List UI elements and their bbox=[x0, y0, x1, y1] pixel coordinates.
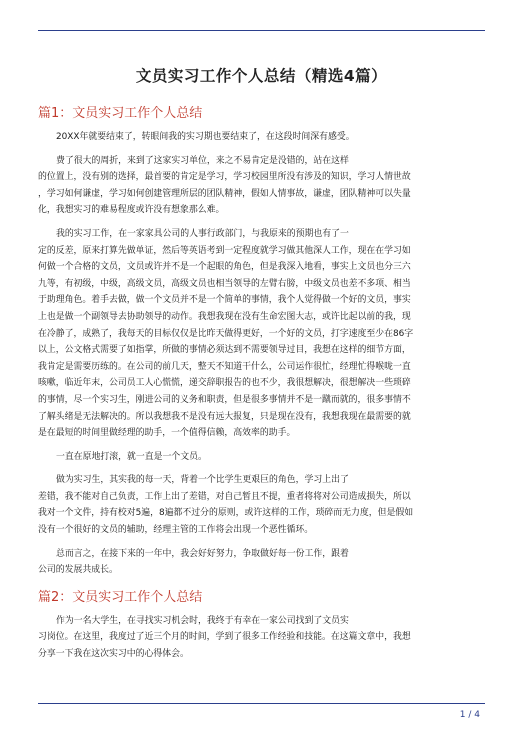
paragraph-line: ，学习如何谦虚，学习如何创建管理所层的团队精神，假如人情事故，谦虚，团队精神可以失量 bbox=[38, 188, 411, 199]
paragraph-line: 何做一个合格的文员，文员或许并不是一个起眼的角色，但是我深入地看，事实上文员也分三六 bbox=[38, 262, 411, 273]
paragraph-line: 20XX年就要结束了，转眼间我的实习期也要结束了，在这段时间深有感受。 bbox=[56, 132, 355, 142]
paragraph-line: 上也是做一个副领导去协助领导的动作。我想我现在没有生命宏图大志，或许比起以前的我，现 bbox=[38, 311, 411, 322]
sections-container bbox=[38, 102, 485, 663]
paragraph bbox=[38, 613, 485, 663]
paragraph-line: 分享一下我在这次实习中的心得体会。 bbox=[38, 649, 189, 660]
footer-rule bbox=[38, 703, 485, 704]
paragraph-line: 的位置上，没有别的选择，最首要的肯定是学习，学习校园里所没有涉及的知识，学习人情世故 bbox=[38, 172, 411, 183]
paragraph-line: 我的实习工作，在一家家具公司的人事行政部门，与我原来的预期也有了一 bbox=[56, 228, 349, 239]
paragraph-line: 习岗位。在这里，我度过了近三个月的时间，学到了很多工作经验和技能。在这篇文章中，我想 bbox=[38, 632, 411, 643]
section-heading: 篇1：文员实习工作个人总结 bbox=[38, 106, 203, 121]
paragraph-line: 作为一名大学生，在寻找实习机会时，我终于有幸在一家公司找到了文员实 bbox=[56, 615, 349, 626]
paragraph bbox=[38, 546, 485, 579]
document-title: 文员实习工作个人总结（精选4篇） bbox=[135, 67, 388, 85]
paragraph-line: 化，我想实习的难易程度或许没有想象那么难。 bbox=[38, 205, 225, 216]
paragraph bbox=[38, 472, 485, 538]
paragraph-line: 公司的发展共成长。 bbox=[38, 565, 118, 576]
paragraph bbox=[38, 449, 485, 466]
paragraph-line: 在冷静了，成熟了，我每天的目标仅仅是比昨天做得更好，一个好的文员，打字速度至少在86字 bbox=[38, 328, 414, 339]
paragraph-line: 的事情，尽一个实习生，刚进公司的义务和职责，但是很多事情并不是一蹴而就的，很多事情不 bbox=[38, 394, 411, 405]
paragraph-line: 是在最短的时间里做经理的助手，一个值得信赖，高效率的助手。 bbox=[38, 428, 296, 439]
paragraph bbox=[38, 153, 485, 219]
paragraph bbox=[38, 226, 485, 442]
paragraph-line: 费了很大的周折，来到了这家实习单位，来之不易肯定是没错的，站在这样 bbox=[56, 155, 349, 166]
section-2 bbox=[38, 586, 485, 663]
paragraph-line: 差错，我不能对自己负责，工作上出了差错，对自己暂且不提，重者将将对公司造成损失，所以 bbox=[38, 491, 411, 502]
paragraph-line: 做为实习生，其实我的每一天，背着一个比学生更艰巨的角色，学习上出了 bbox=[56, 475, 349, 486]
paragraph-line: 以上，公文格式需要了如指掌，所做的事情必须达到不需要领导过目，我想在这样的细节方面， bbox=[38, 345, 411, 356]
paragraph bbox=[38, 129, 485, 146]
section-1 bbox=[38, 102, 485, 579]
paragraph-line: 九等，有初级，中级，高级文员，高级文员也相当领导的左臂右膀，中级文员也差不多项、相当 bbox=[38, 278, 411, 289]
paragraph-line: 了解头绪是无法解决的。所以我想我不是没有远大报复，只是现在没有，我想我现在最需要的就 bbox=[38, 411, 411, 422]
paragraph-line: 一直在原地打滚，就一直是一个文员。 bbox=[56, 451, 207, 462]
paragraph-line: 咳嗽，临近年末，公司员工人心慌慌，递交辞职报告的也不少，我很想解决，很想解决一些琐碎 bbox=[38, 378, 411, 389]
header-rule bbox=[38, 30, 485, 31]
paragraph-line: 总而言之，在接下来的一年中，我会好好努力，争取做好每一份工作，跟着 bbox=[56, 548, 349, 559]
paragraph-line: 定的反差，原来打算先做单证，然后等英语考到一定程度就学习做其他深人工作，现在在学习如 bbox=[38, 245, 411, 256]
document-body bbox=[38, 64, 485, 670]
paragraph-line: 我肯定是需要历练的。在公司的前几天，整天不知道干什么，公司运作很忙，经理忙得喉咙一直 bbox=[38, 361, 411, 372]
paragraph-line: 没有一个很好的文员的辅助，经理主管的工作将会出现一个恶性循环。 bbox=[38, 525, 314, 536]
page-number: 1 / 4 bbox=[459, 710, 480, 720]
section-heading: 篇2：文员实习工作个人总结 bbox=[38, 589, 203, 605]
paragraph-line: 我对一个文件，持有校对5遍，8遍都不过分的原则，或许这样的工作，琐碎而无力度，但是假如 bbox=[38, 508, 414, 519]
paragraph-line: 于助理角色。着手去做，做一个文员并不是一个简单的事情，我个人觉得做一个好的文员，事实 bbox=[38, 295, 411, 306]
